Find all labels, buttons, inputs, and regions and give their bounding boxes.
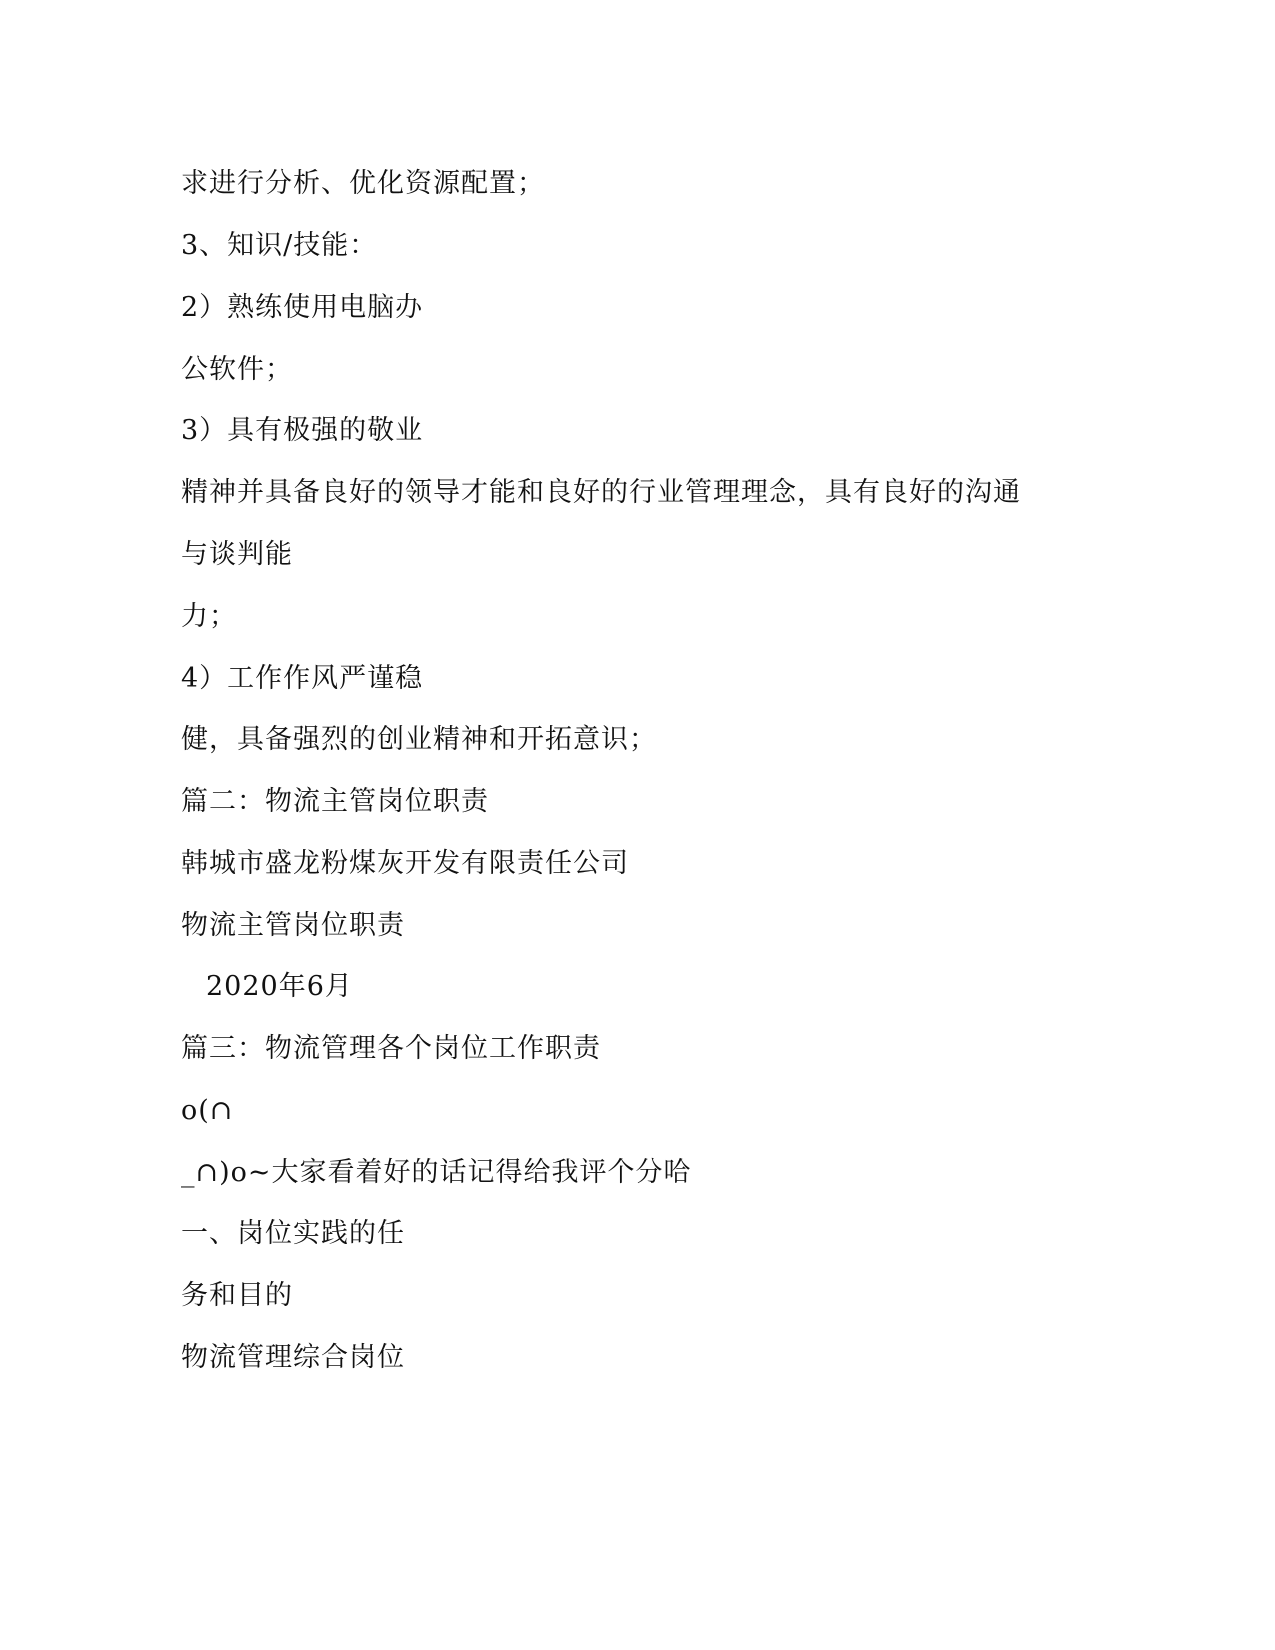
section-heading: 篇二：物流主管岗位职责 — [181, 786, 489, 817]
text-line: 公软件； — [181, 354, 293, 385]
document-date: 2020年6月 — [206, 971, 353, 1002]
document-title: 物流主管岗位职责 — [181, 910, 405, 941]
text-line: 精神并具备良好的领导才能和良好的行业管理理念，具有良好的沟通 — [181, 477, 1021, 508]
text-line: 健，具备强烈的创业精神和开拓意识； — [181, 724, 657, 755]
text-line: _∩)o~大家看着好的话记得给我评个分哈 — [181, 1157, 692, 1188]
text-line: 4）工作作风严谨稳 — [181, 663, 424, 694]
text-line: 物流管理综合岗位 — [181, 1342, 405, 1373]
text-line: 务和目的 — [181, 1280, 293, 1311]
text-line: 3）具有极强的敬业 — [181, 415, 424, 446]
section-heading: 篇三：物流管理各个岗位工作职责 — [181, 1033, 601, 1064]
text-line: 2）熟练使用电脑办 — [181, 292, 424, 323]
company-name: 韩城市盛龙粉煤灰开发有限责任公司 — [181, 848, 629, 879]
text-line: 3、知识/技能： — [181, 230, 378, 261]
text-line: o(∩ — [181, 1095, 234, 1126]
text-line: 求进行分析、优化资源配置； — [181, 168, 545, 199]
text-line: 一、岗位实践的任 — [181, 1218, 405, 1249]
text-line: 力； — [181, 601, 237, 632]
text-line: 与谈判能 — [181, 539, 293, 570]
